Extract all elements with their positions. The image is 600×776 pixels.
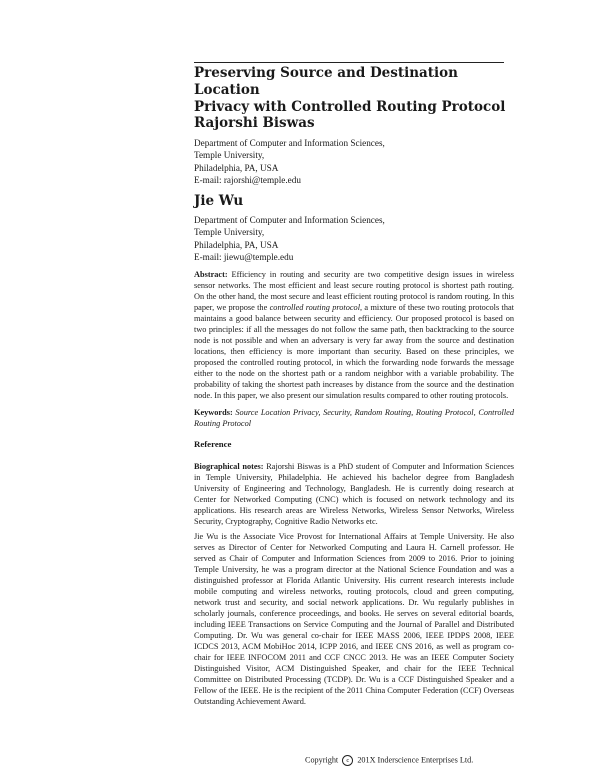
author-affiliation-1 — [194, 137, 504, 186]
keywords-label: Keywords: — [194, 408, 233, 417]
abstract-emphasis: controlled routing protocol — [269, 303, 361, 312]
affiliation-line: Department of Computer and Information Sciences, — [194, 138, 385, 148]
keywords — [194, 407, 514, 429]
bio-text-biswas: Rajorshi Biswas is a PhD student of Computer and Information Sciences in Temple University, Philadelphia. He achieved his bachelor degree from Bangladesh University of Engineering and Technology, Bangladesh. He is currently doing research at Center for Networked Computing (CNC) which is focused on network technology and its applications. His research areas are Wireless Networks, Wireless Sensor Networks, Wireless Security, Cryptography, Cognitive Radio Networks etc. — [194, 462, 514, 526]
author-email: E-mail: jiewu@temple.edu — [194, 251, 294, 262]
author-email: E-mail: rajorshi@temple.edu — [194, 174, 301, 185]
bio-text-wu: Jie Wu is the Associate Vice Provost for International Affairs at Temple University. He also serves as Director of Center for Networked Computing and Laura H. Carnell professor. He served as Chair of Computer and Information Sciences from 2009 to 2016. Prior to joining Temple University, he was a program director at the National Science Foundation and was a distinguished professor at Florida Atlantic University. His current research interests include mobile computing and wireless networks, routing protocols, cloud and green computing, network trust and security, and social network applications. Dr. Wu regularly publishes in scholarly journals, conference proceedings, and books. He serves on several editorial boards, including IEEE Transactions on Service Computing and the Journal of Parallel and Distributed Computing. Dr. Wu was general co-chair for IEEE MASS 2006, IEEE IPDPS 2008, IEEE ICDCS 2013, ACM MobiHoc 2014, ICPP 2016, and IEEE CNS 2016, as well as program co-chair for IEEE INFOCOM 2011 and CCF CNCC 2013. He was an IEEE Computer Society Distinguished Visitor, ACM Distinguished Speaker, and chair for the IEEE Technical Committee on Distributed Processing (TCDP). Dr. Wu is a CCF Distinguished Speaker and a Fellow of the IEEE. He is the recipient of the 2011 China Computer Federation (CCF) Overseas Outstanding Achievement Award. — [194, 532, 514, 706]
title-top-rule — [194, 62, 504, 63]
abstract-text: Efficiency in routing and security are two competitive design issues in wireless sensor networks. The most efficient and least secure routing protocol is shortest path routing. On the other hand, the most secure and least efficient routing protocol is random routing. In this paper, we propose the controlled routing protocol, a mixture of these two routing protocols that maintains a good balance between security and efficiency. Our proposed protocol is based on two principles: if all the messages do not follow the same path, then backtracking to the source node is not possible and when an adversary is very far away from the source and destination locations, then efficiency is more important than security. Based on these principles, we proposed the controlled routing protocol, in which the forwarding node forwards the message either to the node on the shortest path or a random neighbor with a variable probability. The probability of taking the shortest path increases by distance from the source and the destination node. In this paper, we also present our simulation results compared to other routing protocols. — [194, 270, 514, 400]
affiliation-line: Philadelphia, PA, USA — [194, 239, 279, 250]
title-line-1: Preserving Source and Destination Location — [194, 65, 458, 98]
author-affiliation-2 — [194, 214, 504, 263]
copyright-prefix: Copyright — [305, 755, 339, 765]
copyright-notice — [305, 755, 473, 766]
title-line-2: Privacy with Controlled Routing Protocol — [194, 99, 506, 115]
copyright-icon: c — [342, 755, 353, 766]
abstract — [194, 269, 514, 401]
abstract-label: Abstract: — [194, 270, 228, 279]
keywords-text: Source Location Privacy, Security, Random Routing, Routing Protocol, Controlled Routing Protocol — [194, 408, 514, 428]
copyright-suffix: 201X Inderscience Enterprises Ltd. — [357, 755, 474, 765]
biographical-notes — [194, 461, 514, 527]
reference-heading: Reference — [194, 439, 232, 449]
biographical-notes-wu — [194, 531, 514, 707]
author-name-1: Rajorshi Biswas — [194, 115, 315, 131]
bio-label: Biographical notes: — [194, 462, 264, 471]
affiliation-line: Department of Computer and Information Sciences, — [194, 215, 385, 225]
author-name-2: Jie Wu — [194, 193, 244, 209]
paper-title — [194, 65, 514, 116]
affiliation-line: Temple University, — [194, 227, 265, 238]
affiliation-line: Temple University, — [194, 150, 265, 161]
affiliation-line: Philadelphia, PA, USA — [194, 162, 279, 173]
